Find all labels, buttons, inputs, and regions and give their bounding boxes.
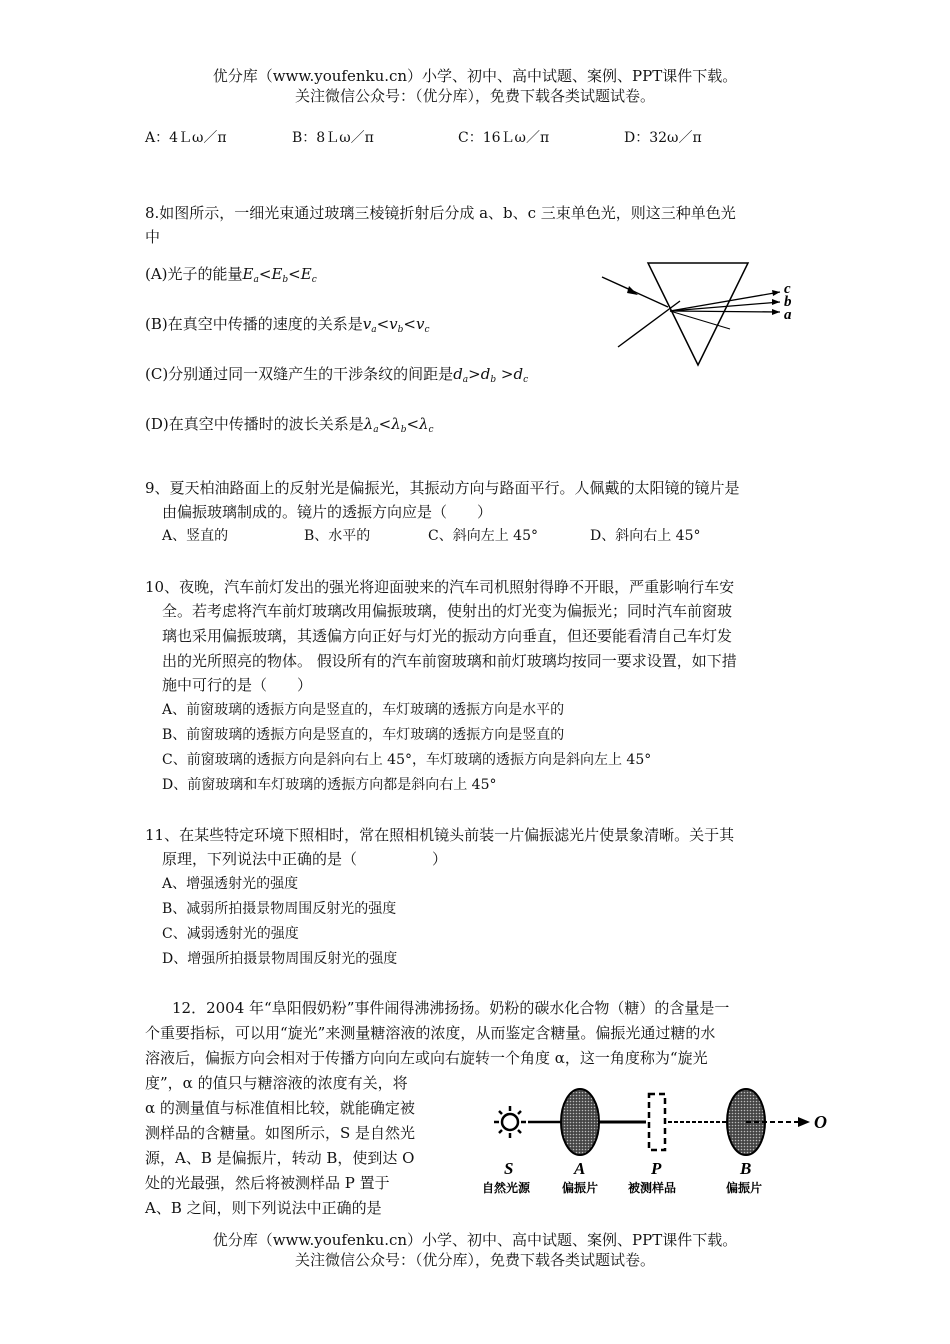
arrowhead-c <box>772 290 780 296</box>
q8-option-c-text: (C)分别通过同一双缝产生的干涉条纹的间距是 <box>145 365 454 383</box>
prism-figure <box>600 255 800 370</box>
caption-source: 自然光源 <box>482 1181 531 1195</box>
q12-line-9: A、B 之间，则下列说法中正确的是 <box>145 1199 382 1217</box>
q10-stem-line-3: 璃也采用偏振玻璃，其透偏方向正好与灯光的振动方向垂直，但还要能看清自己车灯发 <box>162 627 733 645</box>
letter-o: O <box>814 1112 827 1132</box>
q12-line-3: 溶液后，偏振方向会相对于传播方向向左或向右旋转一个角度 α，这一角度称为“旋光 <box>145 1049 708 1067</box>
caption-sample: 被测样品 <box>628 1181 677 1195</box>
q9-option-c: C、斜向左上 45° <box>428 528 538 544</box>
q9-option-a: A、竖直的 <box>162 528 229 544</box>
sample-p <box>649 1094 665 1150</box>
label-c: c <box>784 281 791 297</box>
q10-stem-line-4: 出的光所照亮的物体。 假设所有的汽车前窗玻璃和前灯玻璃均按同一要求设置，如下措 <box>162 652 737 670</box>
header-line-2: 关注微信公众号：（优分库），免费下载各类试题试卷。 <box>294 87 655 105</box>
q9-option-b: B、水平的 <box>304 528 371 544</box>
header-line-1: 优分库（www.youfenku.cn）小学、初中、高中试题、案例、PPT课件下载。 <box>212 67 738 85</box>
q8-option-d-formula: $\lambda_a<\lambda_b<\lambda_c$ <box>363 415 434 435</box>
ray-a <box>670 311 780 312</box>
q11-stem-line-2: 原理，下列说法中正确的是（ ） <box>162 850 448 868</box>
q8-option-c-formula: $d_a>d_b >d_c$ <box>453 365 529 385</box>
letter-b: B <box>740 1159 752 1178</box>
reflected-ray <box>618 301 680 347</box>
label-b: b <box>784 294 792 310</box>
q12-line-8: 处的光最强，然后将被测样品 P 置于 <box>145 1174 390 1192</box>
footer-line-2: 关注微信公众号：（优分库），免费下载各类试题试卷。 <box>294 1251 655 1269</box>
q11-option-a: A、增强透射光的强度 <box>162 876 299 892</box>
q8-option-b-text: (B)在真空中传播的速度的关系是 <box>145 315 363 333</box>
q8-stem-line-2: 中 <box>145 228 161 246</box>
arrowhead-o <box>798 1117 810 1127</box>
q11-stem-line-1: 11、在某些特定环境下照相时，常在照相机镜头前装一片偏振滤光片使景象清晰。关于其 <box>145 826 735 844</box>
sun-icon <box>494 1106 526 1138</box>
q8-option-a <box>145 264 317 290</box>
q9-stem-line-1: 9、夏天柏油路面上的反射光是偏振光，其振动方向与路面平行。人佩戴的太阳镜的镜片是 <box>145 479 740 497</box>
q10-option-a: A、前窗玻璃的透振方向是竖直的，车灯玻璃的透振方向是水平的 <box>162 702 565 718</box>
q7-option-c: C：16Ｌω／π <box>458 130 550 146</box>
q12-line-7: 源，A、B 是偏振片，转动 B，使到达 O <box>145 1149 415 1167</box>
q11-option-b: B、减弱所拍摄景物周围反射光的强度 <box>162 901 397 917</box>
q11-option-c: C、减弱透射光的强度 <box>162 926 299 942</box>
q8-option-b <box>145 314 430 340</box>
q11-option-d: D、增强所拍摄景物周围反射光的强度 <box>162 951 398 967</box>
footer-line-1: 优分库（www.youfenku.cn）小学、初中、高中试题、案例、PPT课件下载。 <box>212 1231 738 1249</box>
q7-option-d: D：32ω／π <box>624 130 702 146</box>
q8-option-a-formula: $E_a<E_b<E_c$ <box>242 265 317 285</box>
q12-line-1: 12．2004 年“阜阳假奶粉”事件闹得沸沸扬扬。奶粉的碳水化合物（糖）的含量是一 <box>172 999 730 1017</box>
q9-stem-line-2: 由偏振玻璃制成的。镜片的透振方向应是（ ） <box>162 503 493 521</box>
q10-option-d: D、前窗玻璃和车灯玻璃的透振方向都是斜向右上 45° <box>162 777 497 793</box>
q12-line-5: α 的测量值与标准值相比较，就能确定被 <box>145 1099 415 1117</box>
q8-option-b-formula: $v_a<v_b<v_c$ <box>362 315 430 335</box>
polarizer-a <box>561 1089 599 1155</box>
q9-option-d: D、斜向右上 45° <box>590 528 701 544</box>
letter-p: P <box>651 1159 662 1178</box>
caption-polarizer-a: 偏振片 <box>562 1181 599 1195</box>
q7-option-b: B：8Ｌω／π <box>292 130 374 146</box>
q10-option-b: B、前窗玻璃的透振方向是竖直的，车灯玻璃的透振方向是竖直的 <box>162 727 565 743</box>
ray-c <box>670 292 780 311</box>
q12-line-2: 个重要指标，可以用“旋光”来测量糖溶液的浓度，从而鉴定含糖量。偏振光通过糖的水 <box>145 1024 716 1042</box>
q10-stem-line-2: 全。若考虑将汽车前灯玻璃改用偏振玻璃，使射出的灯光变为偏振光；同时汽车前窗玻 <box>162 602 733 620</box>
incident-arrowhead <box>627 286 638 295</box>
q12-line-6: 测样品的含糖量。如图所示，S 是自然光 <box>145 1124 416 1142</box>
q8-option-a-text: (A)光子的能量 <box>145 265 243 283</box>
q7-option-a: A：4Ｌω／π <box>145 130 227 146</box>
q10-option-c: C、前窗玻璃的透振方向是斜向右上 45°，车灯玻璃的透振方向是斜向左上 45° <box>162 752 652 768</box>
arrowhead-a <box>772 309 780 315</box>
q8-option-d <box>145 414 434 440</box>
label-a: a <box>784 307 792 323</box>
q8-option-d-text: (D)在真空中传播时的波长关系是 <box>145 415 364 433</box>
caption-polarizer-b: 偏振片 <box>726 1181 763 1195</box>
q12-line-4: 度”，α 的值只与糖溶液的浓度有关，将 <box>145 1074 408 1092</box>
arrowhead-b <box>772 299 780 305</box>
letter-a: A <box>574 1159 586 1178</box>
q8-stem-line-1: 8.如图所示，一细光束通过玻璃三棱镜折射后分成 a、b、c 三束单色光，则这三种单色光 <box>145 204 736 222</box>
q10-stem-line-1: 10、夜晚，汽车前灯发出的强光将迎面驶来的汽车司机照射得睁不开眼，严重影响行车安 <box>145 578 735 596</box>
letter-s: S <box>504 1159 514 1178</box>
polarizer-figure <box>482 1082 833 1197</box>
q8-option-c <box>145 364 528 390</box>
q10-stem-line-5: 施中可行的是（ ） <box>162 676 313 694</box>
